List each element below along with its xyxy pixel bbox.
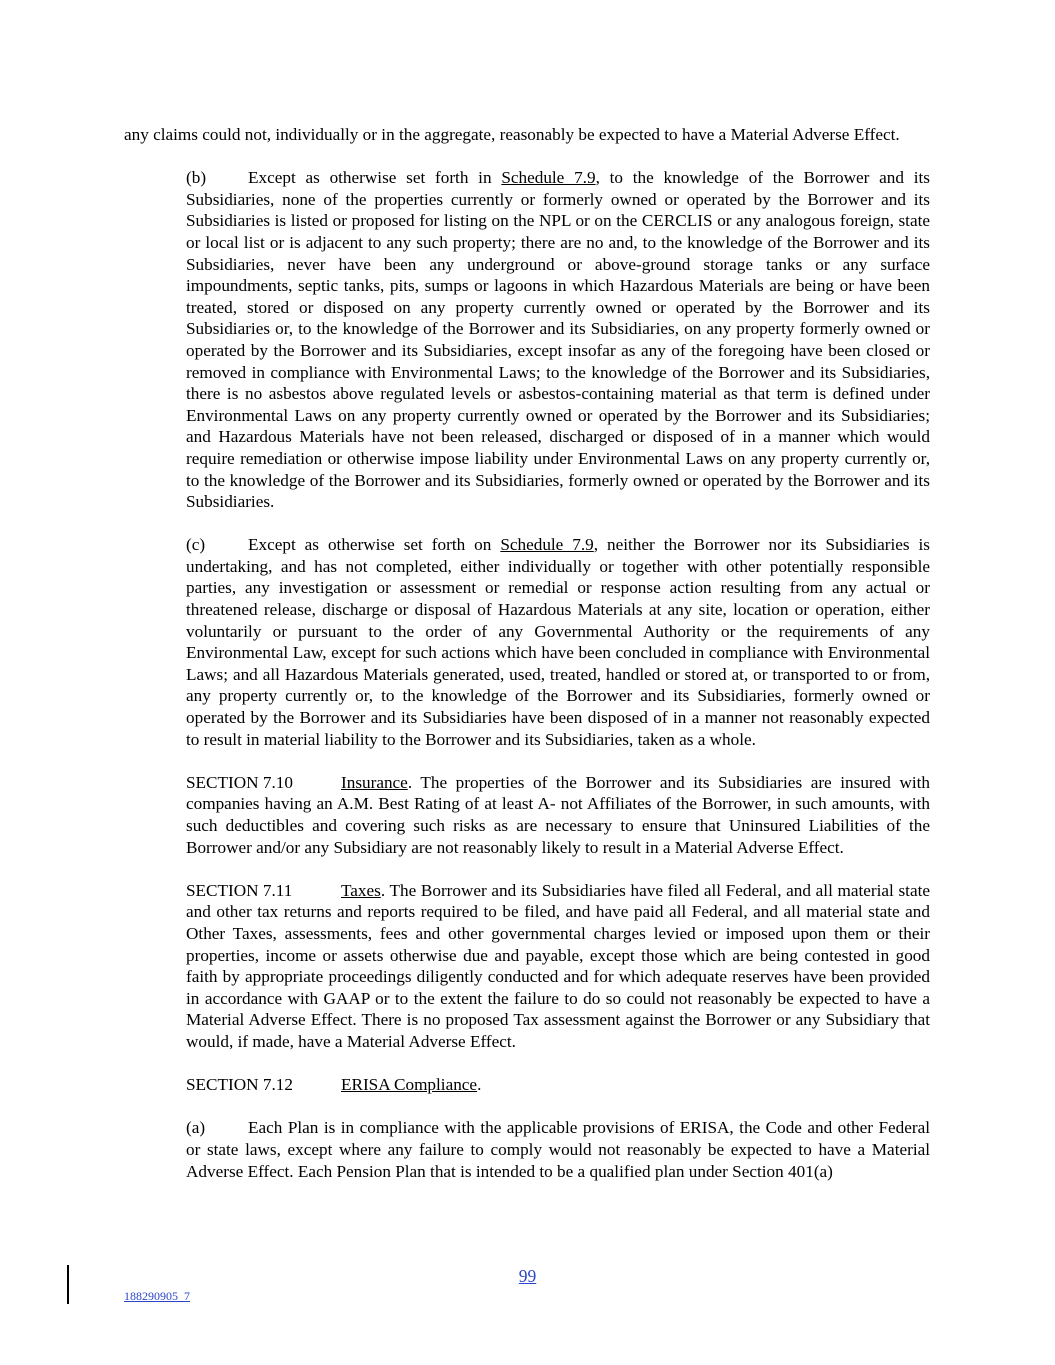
paragraph-c: [124, 534, 930, 750]
section-7-10-number: SECTION 7.10: [186, 772, 293, 792]
section-7-10-text: . The properties of the Borrower and its Subsidiaries are insured with companies having an A.M. Best Rating of at least A- not Affiliates of the Borrower, in such amounts, with such deductibles and covering such risks as are necessary to ensure that Uninsured Liabilities of the Borrower and/or any Subsidiary are not reasonably likely to result in a Material Adverse Effect.: [186, 772, 930, 857]
paragraph-a-label: (a): [186, 1118, 206, 1138]
document-body: [124, 124, 930, 1182]
paragraph-a: [124, 1117, 930, 1182]
schedule-7-9-reference: Schedule 7.9: [500, 535, 594, 555]
section-7-10: [124, 772, 930, 858]
page-number[interactable]: 99: [518, 1266, 537, 1286]
paragraph-b: [124, 167, 930, 513]
paragraph-c-text: , neither the Borrower nor its Subsidiaries is undertaking, and has not completed, either individually or together with other potentially responsible parties, any investigation or assessment or remedial or response action resulting from any actual or threatened release, discharge or disposal of Hazardous Materials at any site, location or operation, either voluntarily or pursuant to the order of any Governmental Authority or the requirements of any Environmental Law, except for such actions which have been concluded in compliance with Environmental Laws; and all Hazardous Materials generated, used, treated, handled or stored at, or transported to or from, any property currently or, to the knowledge of the Borrower and its Subsidiaries, formerly owned or operated by the Borrower and its Subsidiaries have been disposed of in a manner not reasonably expected to result in material liability to the Borrower and its Subsidiaries, taken as a whole.: [186, 535, 930, 749]
paragraph-b-text: , to the knowledge of the Borrower and its Subsidiaries, none of the properties currently or formerly owned or operated by the Borrower and its Subsidiaries is listed or proposed for listing on the NPL or on the CERCLIS or any analogous foreign, state or local list or is adjacent to any such property; there are no and, to the knowledge of the Borrower and its Subsidiaries, never have been any underground or above-ground storage tanks or any surface impoundments, septic tanks, pits, sumps or lagoons in which Hazardous Materials are being or have been treated, stored or disposed on any property currently owned or operated by the Borrower and its Subsidiaries or, to the knowledge of the Borrower and its Subsidiaries, on any property formerly owned or operated by the Borrower and its Subsidiaries, except insofar as any of the foregoing have been closed or removed in compliance with Environmental Laws; to the knowledge of the Borrower and its Subsidiaries, there is no asbestos above regulated levels or asbestos-containing material as that term is defined under Environmental Laws on any property currently owned or operated by the Borrower and its Subsidiaries; and Hazardous Materials have not been released, discharged or disposed of in a manner which would require remediation or otherwise impose liability under Environmental Laws on any property currently or, to the knowledge of the Borrower and its Subsidiaries, formerly owned or operated by the Borrower and its Subsidiaries.: [186, 168, 930, 512]
continuation-paragraph: any claims could not, individually or in the aggregate, reasonably be expected to have a Material Adverse Effect.: [124, 125, 900, 144]
section-7-10-title: Insurance: [341, 772, 408, 792]
schedule-7-9-reference: Schedule 7.9: [501, 168, 596, 188]
document-id[interactable]: 188290905_7: [124, 1289, 190, 1303]
section-7-11: [124, 880, 930, 1053]
section-7-12-number: SECTION 7.12: [186, 1075, 293, 1095]
section-7-11-number: SECTION 7.11: [186, 880, 293, 900]
section-7-11-text: . The Borrower and its Subsidiaries have filed all Federal, and all material state and other tax returns and reports required to be filed, and have paid all Federal, and all material state and Other Taxes, assessments, fees and other governmental charges levied or imposed upon them or their properties, income or assets otherwise due and payable, except those which are being contested in good faith by appropriate proceedings diligently conducted and for which adequate reserves have been provided in accordance with GAAP or to the extent the failure to do so could not reasonably be expected to have a Material Adverse Effect. There is no proposed Tax assessment against the Borrower or any Subsidiary that would, if made, have a Material Adverse Effect.: [186, 880, 930, 1051]
section-7-12: [124, 1074, 930, 1096]
paragraph-c-label: (c): [186, 535, 206, 555]
section-7-12-title: ERISA Compliance: [341, 1075, 478, 1095]
paragraph-b-label: (b): [186, 168, 207, 188]
paragraph-c-lead: Except as otherwise set forth on: [248, 535, 501, 555]
paragraph-a-text: Each Plan is in compliance with the applicable provisions of ERISA, the Code and other Federal or state laws, except where any failure to comply would not reasonably be expected to have a Material Adverse Effect. Each Pension Plan that is intended to be a qualified plan under Section 401(a): [186, 1118, 930, 1181]
section-7-11-title: Taxes: [341, 880, 381, 900]
paragraph-b-lead: Except as otherwise set forth in: [248, 168, 502, 188]
section-7-12-text: .: [477, 1075, 482, 1095]
